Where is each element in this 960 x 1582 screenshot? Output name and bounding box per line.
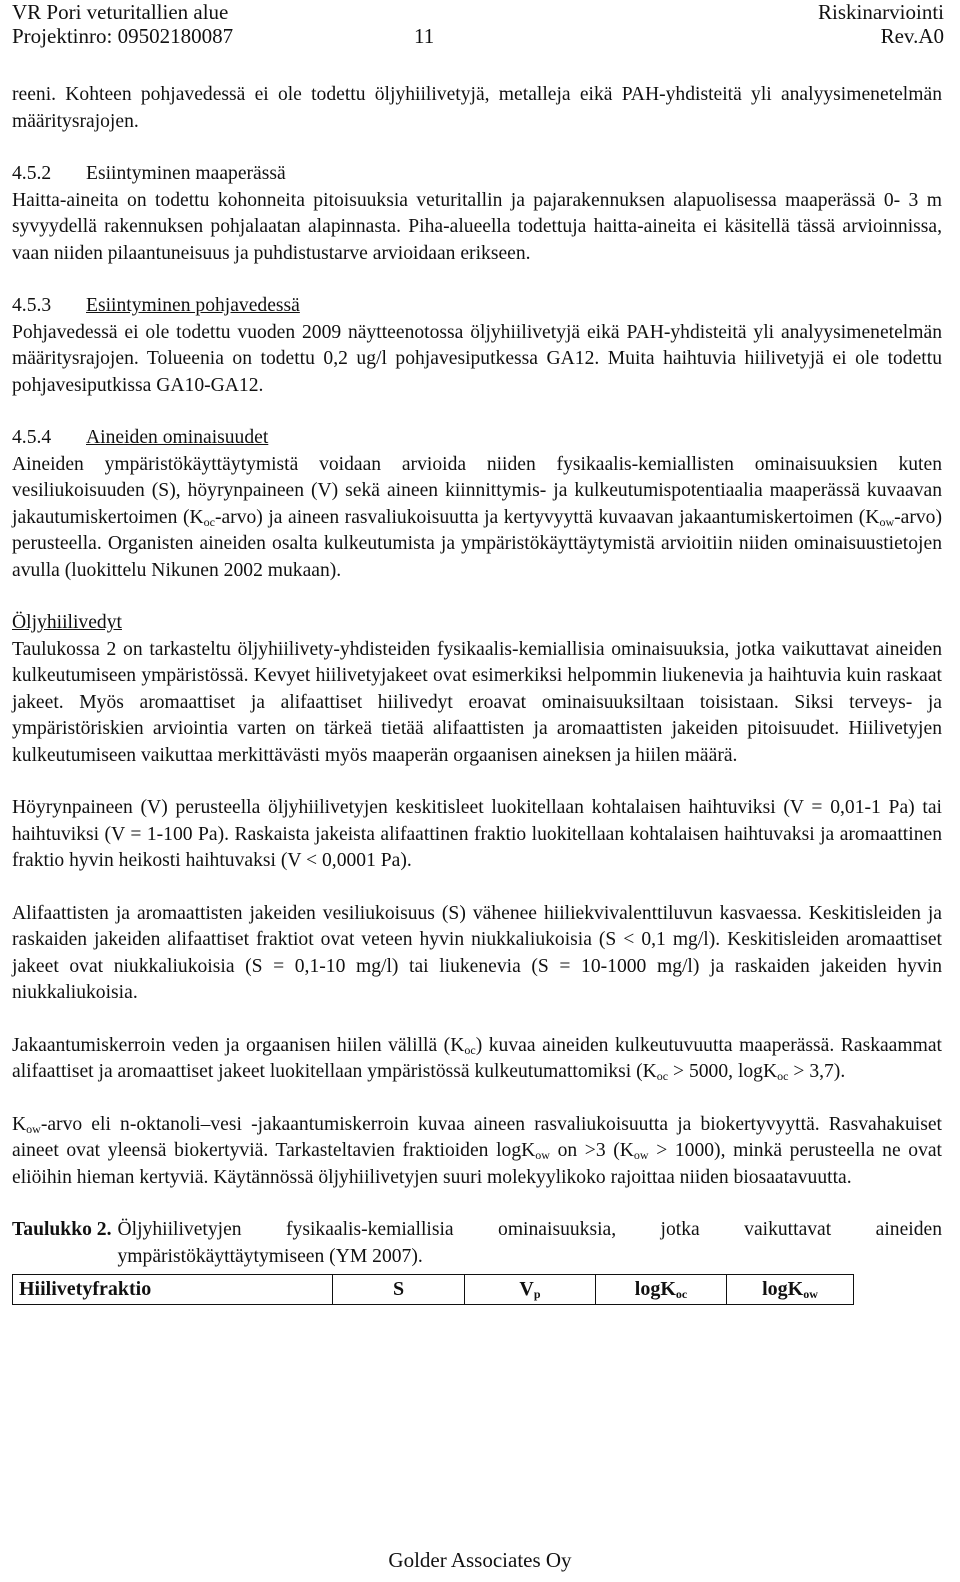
section-4-5-3-paragraph: Pohjavedessä ei ole todettu vuoden 2009 näytteenotossa öljyhiilivetyjä eikä PAH-yhdisteitä yli analyysimenetelmän määritysrajojen. Tolueenia on todettu 0,2 ug/l pohjavesiputkessa GA12. Muita haihtuvia hiilivetyjä ei ole todettu pohjavesiputkissa GA10-GA12. (12, 321, 942, 396)
header-project-name: VR Pori veturitallien alue (12, 0, 229, 24)
table-caption-text: Öljyhiilivetyjen fysikaalis-kemiallisia ominaisuuksia, jotka vaikuttavat aineiden ympäristökäyttäytymiseen (YM 2007). (117, 1219, 942, 1267)
text-run: on >3 (K (549, 1140, 634, 1161)
col-hiilivetyfraktio: Hiilivetyfraktio (13, 1275, 333, 1305)
body-text (12, 82, 942, 1305)
section-4-5-4-paragraph (12, 452, 942, 585)
oljy-paragraph-3: Alifaattisten ja aromaattisten jakeiden vesiliukoisuus (S) vähenee hiiliekvivalenttiluvun kasvaessa. Keskitisleiden ja raskaiden jakeiden alifaattiset fraktiot ovat veteen hyvin niukkaliukoisia (S < 0,1 mg/l). Keskitisleiden aromaattiset jakeet ovat niukkaliukoisia (S = 0,1-10 mg/l) tai liukenevia (S = 10-1000 mg/l) ja raskaiden jakeiden hyvin niukkaliukoisia. (12, 902, 942, 1003)
header-sub: p (533, 1287, 541, 1301)
table-caption (12, 1217, 942, 1270)
subscript: ow (633, 1148, 649, 1162)
table-label: Taulukko 2. (12, 1219, 112, 1240)
intro-paragraph: reeni. Kohteen pohjavedessä ei ole todettu öljyhiilivetyjä, metalleja eikä PAH-yhdisteitä yli analyysimenetelmän määritysrajojen. (12, 84, 942, 132)
header-main: logK (762, 1278, 804, 1300)
col-s: S (333, 1275, 465, 1305)
section-4-5-4-heading (12, 425, 942, 452)
subscript: ow (879, 514, 895, 529)
text-run: Aineiden ympäristökäyttäytymistä voidaan arvioida niiden fysikaalis-kemiallisten ominaisuuksien kuten vesiliukoisuuden (S), höyrynpaineen (V) sekä aineen kiinnittymis- ja kulkeutumispotentiaalia maaperässä kuvaavan jakautumiskertoimen (K (12, 453, 942, 528)
section-title: Esiintyminen maaperässä (86, 163, 286, 184)
header-report-type: Riskinarviointi (818, 0, 944, 24)
section-number: 4.5.3 (12, 295, 52, 316)
text-run: > 5000, logK (668, 1061, 778, 1082)
header-main: V (519, 1278, 534, 1300)
oljy-paragraph-5 (12, 1112, 942, 1192)
oljy-paragraph-4 (12, 1033, 942, 1086)
col-logkow (727, 1275, 854, 1305)
subscript: ow (535, 1148, 550, 1162)
header-sub: ow (803, 1287, 818, 1301)
subscript: oc (464, 1042, 476, 1057)
header-sub: oc (675, 1287, 688, 1301)
text-run: ) kuvaa aineiden kulkeutuvuutta maaperässä. Raskaammat alifaattiset ja aromaattiset jakeet luokitellaan ympäristössä kulkeutumattomiksi (K (12, 1034, 943, 1082)
header-page-number: 11 (414, 24, 435, 48)
text-run: -arvo eli n-oktanoli–vesi -jakaantumiskerroin kuvaa aineen rasvaliukoisuutta ja biokertyvyyttä. Rasvahakuiset aineet ovat yleensä biokertyviä. Tarkasteltavien fraktioiden logK (12, 1113, 942, 1161)
subscript: oc (777, 1069, 789, 1083)
text-run: > 3,7). (788, 1061, 846, 1082)
section-4-5-3-heading (12, 293, 942, 320)
section-number: 4.5.4 (12, 427, 52, 448)
subscript: ow (26, 1121, 41, 1136)
header-main: logK (634, 1278, 676, 1300)
section-4-5-2-heading (12, 161, 942, 188)
oljy-paragraph-1: Taulukossa 2 on tarkasteltu öljyhiilivety-yhdisteiden fysikaalis-kemiallisia ominaisuuksia, jotka vaikuttavat aineiden kulkeutumiseen ympäristössä. Kevyet hiilivetyjakeet ovat esimerkiksi helpommin liukenevia ja haihtuvia kuin raskaat jakeet. Myös aromaattiset ja alifaattiset hiilivedyt eroavat ominaisuuksiltaan toisistaan. Siksi terveys- ja ympäristöriskien arviointia varten on tärkeä tietää alifaattisten ja aromaattisten jakeiden pitoisuudet. Hiilivetyjen kulkeutumiseen vaikuttaa merkittävästi myös maaperän orgaanisen aineksen ja hiilen määrä. (12, 638, 942, 766)
oljyhiilivedyt-subheading: Öljyhiilivedyt (12, 612, 122, 633)
text-run: Jakaantumiskerroin veden ja orgaanisen hiilen välillä (K (12, 1034, 465, 1056)
section-4-5-2-paragraph: Haitta-aineita on todettu kohonneita pitoisuuksia veturitallin ja pajarakennuksen alapuolisessa maaperässä 0- 3 m syvyydellä rakennuksen pohjalaatan alapinnasta. Piha-alueella todettuja haitta-aineita ei käsitellä tässä arvioinnissa, vaan niiden pilaantuneisuus ja puhdistustarve arvioidaan erikseen. (12, 189, 942, 264)
section-title: Esiintyminen pohjavedessä (86, 295, 300, 316)
oljy-paragraph-2: Höyrynpaineen (V) perusteella öljyhiilivetyjen keskitisleet luokitellaan kohtalaisen haihtuviksi (V = 0,01-1 Pa) tai haihtuviksi (V = 1-100 Pa). Raskaista jakeista alifaattinen fraktio luokitellaan kohtalaisen haihtuvaksi ja aromaattinen fraktio hyvin heikosti haihtuvaksi (V < 0,0001 Pa). (12, 797, 942, 871)
subscript: oc (656, 1069, 669, 1083)
col-vp (465, 1275, 596, 1305)
properties-table (12, 1274, 854, 1305)
section-number: 4.5.2 (12, 163, 52, 184)
subscript: oc (203, 514, 215, 529)
text-run: K (12, 1113, 27, 1135)
section-title: Aineiden ominaisuudet (86, 427, 269, 448)
header-project-number: Projektinro: 09502180087 (12, 24, 234, 48)
text-run: -arvo) perusteella. Organisten aineiden osalta kulkeutumista ja ympäristökäyttäytymistä arvioitiin niiden ominaisuustietojen avulla (luokittelu Nikunen 2002 mukaan). (12, 506, 942, 581)
text-run: > 1000), minkä perusteella ne ovat eliöihin hieman kertyviä. Käytännössä öljyhiilivetyjen suuri molekyylikoko rajoittaa niiden biosaatavuutta. (12, 1140, 943, 1188)
col-logkoc (596, 1275, 727, 1305)
table-header-row (13, 1275, 854, 1305)
footer-company: Golder Associates Oy (388, 1548, 572, 1572)
header-revision: Rev.A0 (880, 24, 944, 48)
text-run: -arvo) ja aineen rasvaliukoisuutta ja kertyvyyttä kuvaavan jakaantumiskertoimen (K (214, 506, 880, 528)
